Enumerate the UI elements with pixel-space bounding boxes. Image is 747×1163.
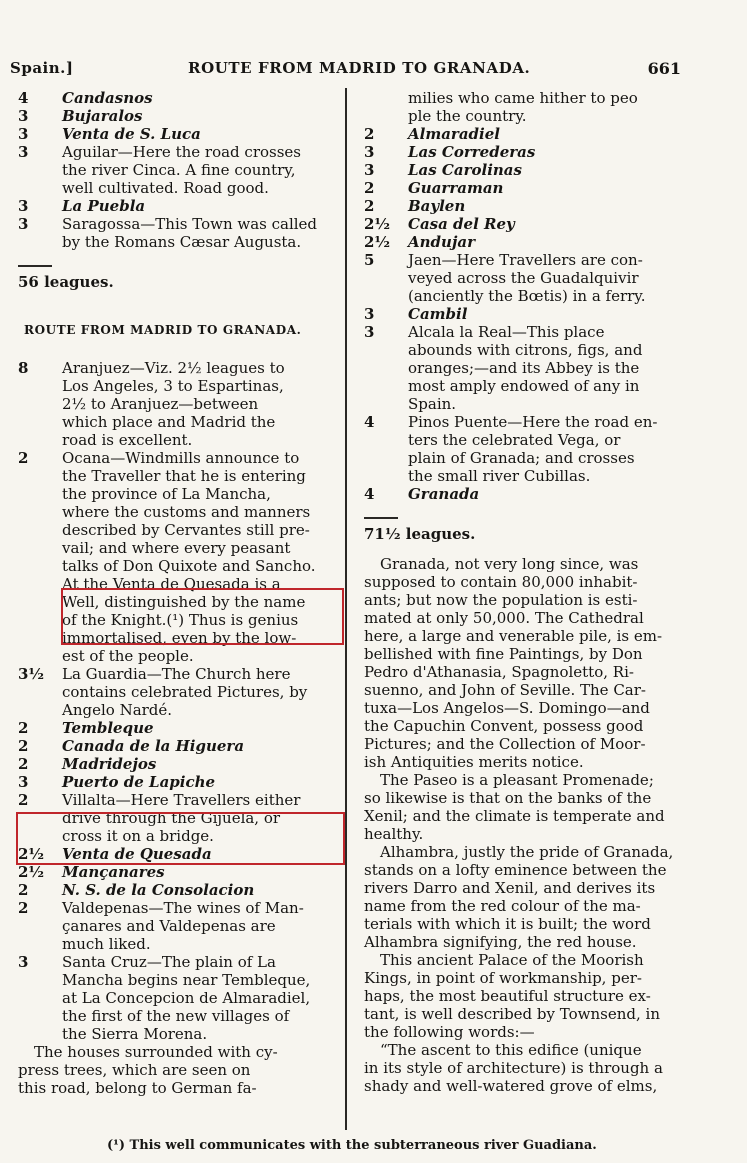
text-line: Santa Cruz—The plain of La [62, 953, 276, 971]
text-line: “The ascent to this edifice (unique [380, 1041, 642, 1059]
text-line: Mancha begins near Tembleque, [62, 971, 311, 989]
text-line: cross it on a bridge. [62, 827, 214, 845]
entry-text [62, 89, 338, 107]
text-line: Granada [408, 485, 480, 503]
entry-distance: 8 [18, 359, 29, 377]
text-line: abounds with citrons, figs, and [408, 341, 643, 359]
entry-distance: 3 [18, 125, 29, 143]
text-line: Aranjuez—Viz. 2½ leagues to [62, 359, 285, 377]
footnote: (¹) This well communicates with the subterraneous river Guadiana. [107, 1138, 597, 1153]
route-entry [364, 251, 686, 305]
text-line: of the Knight.(¹) Thus is genius [62, 611, 299, 629]
text-line: which place and Madrid the [62, 413, 276, 431]
route-entry [18, 881, 338, 899]
text-line: by the Romans Cæsar Augusta. [62, 233, 302, 251]
entry-text [62, 755, 338, 773]
text-line: Canada de la Higuera [62, 737, 245, 755]
text-line: oranges;—and its Abbey is the [408, 359, 640, 377]
text-line: Valdepenas—The wines of Man- [62, 899, 304, 917]
total-rule [364, 517, 398, 519]
text-line: Pedro d'Athanasia, Spagnoletto, Ri- [364, 663, 634, 681]
entry-distance: 2 [364, 179, 375, 197]
text-line: Aguilar—Here the road crosses [62, 143, 301, 161]
entry-distance: 3 [18, 143, 29, 161]
entry-distance: 3 [364, 305, 375, 323]
text-line: Andujar [408, 233, 475, 251]
text-line: bellished with fine Paintings, by Don [364, 645, 643, 663]
text-line: Las Correderas [408, 143, 536, 161]
text-line: Los Angeles, 3 to Espartinas, [62, 377, 284, 395]
text-line: road is excellent. [62, 431, 193, 449]
entry-text [62, 107, 338, 125]
entry-text [408, 179, 686, 197]
route-end-list [18, 89, 338, 251]
text-line: (anciently the Bœtis) in a ferry. [408, 287, 646, 305]
text-line: stands on a lofty eminence between the [364, 861, 667, 879]
text-line: Las Carolinas [408, 161, 522, 179]
entry-text [62, 215, 338, 251]
total-leagues: 71½ leagues. [364, 525, 476, 543]
text-line: Cambil [408, 305, 468, 323]
entry-distance: 4 [18, 89, 29, 107]
text-line: mated at only 50,000. The Cathedral [364, 609, 644, 627]
text-line: the Sierra Morena. [62, 1025, 208, 1043]
entry-distance: 3 [364, 143, 375, 161]
route-entry [18, 215, 338, 251]
text-line: name from the red colour of the ma- [364, 897, 641, 915]
text-line: here, a large and venerable pile, is em- [364, 627, 663, 645]
route-entry [364, 179, 686, 197]
entry-distance: 5 [364, 251, 375, 269]
route-entry [18, 125, 338, 143]
entry-distance: 2½ [364, 233, 391, 251]
entry-text [408, 413, 686, 485]
text-line: Mançanares [62, 863, 165, 881]
route-entry [364, 125, 686, 143]
entry-distance: 3 [18, 197, 29, 215]
text-line: Ocana—Windmills announce to [62, 449, 300, 467]
entry-text [62, 737, 338, 755]
entry-text [62, 197, 338, 215]
text-line: shady and well-watered grove of elms, [364, 1077, 658, 1095]
entry-distance: 2½ [18, 863, 45, 881]
highlight-box-venta-de-quesada [61, 588, 344, 645]
route-entry [364, 305, 686, 323]
text-line: vail; and where every peasant [62, 539, 291, 557]
entry-distance: 2 [18, 449, 29, 467]
text-line: Casa del Rey [408, 215, 515, 233]
text-line: drive through the Gijuela, or [62, 809, 281, 827]
text-line: Puerto de Lapiche [62, 773, 216, 791]
text-line: 2½ to Aranjuez—between [62, 395, 259, 413]
entry-distance: 4 [364, 485, 375, 503]
page-number: 661 [647, 59, 681, 78]
text-line: the Capuchin Convent, possess good [364, 717, 644, 735]
route-entry [18, 737, 338, 755]
entry-text [62, 719, 338, 737]
text-line: Jaen—Here Travellers are con- [408, 251, 643, 269]
route-entry [18, 89, 338, 107]
text-line: healthy. [364, 825, 424, 843]
route-entry [364, 197, 686, 215]
text-line: ish Antiquities merits notice. [364, 753, 584, 771]
opening-paragraph [364, 89, 686, 125]
route-entry [364, 215, 686, 233]
text-line: Kings, in point of workmanship, per- [364, 969, 642, 987]
text-line: N. S. de la Consolacion [62, 881, 255, 899]
entry-text [408, 233, 686, 251]
text-line: Madridejos [62, 755, 157, 773]
entry-distance: 4 [364, 413, 375, 431]
text-line: described by Cervantes still pre- [62, 521, 310, 539]
route-entry [18, 953, 338, 1043]
total-leagues: 56 leagues. [18, 273, 114, 291]
text-line: in its style of architecture) is through a [364, 1059, 663, 1077]
entry-distance: 2 [18, 737, 29, 755]
text-line: çanares and Valdepenas are [62, 917, 276, 935]
entry-distance: 3 [364, 161, 375, 179]
route-entry [18, 107, 338, 125]
text-line: Saragossa—This Town was called [62, 215, 318, 233]
text-line: the first of the new villages of [62, 1007, 290, 1025]
entry-distance: 2½ [18, 845, 45, 863]
route-entry [364, 485, 686, 503]
entry-text [62, 143, 338, 197]
text-line: Xenil; and the climate is temperate and [364, 807, 665, 825]
text-line: Spain. [408, 395, 457, 413]
route-entry [364, 413, 686, 485]
entry-distance: 3 [18, 107, 29, 125]
entry-text [408, 485, 686, 503]
route-entry [364, 161, 686, 179]
entry-text [408, 305, 686, 323]
text-line: Alcala la Real—This place [408, 323, 605, 341]
entry-distance: 2 [18, 881, 29, 899]
text-line: rivers Darro and Xenil, and derives its [364, 879, 656, 897]
route-entry [18, 143, 338, 197]
text-line: the province of La Mancha, [62, 485, 271, 503]
route-entry [18, 755, 338, 773]
text-line: press trees, which are seen on [18, 1061, 251, 1079]
header-country: Spain.] [10, 59, 74, 77]
highlight-box-villalta [16, 812, 345, 865]
text-line: terials with which it is built; the word [364, 915, 651, 933]
entry-distance: 3½ [18, 665, 45, 683]
header-title: ROUTE FROM MADRID TO GRANADA. [188, 59, 531, 77]
text-line: Pictures; and the Collection of Moor- [364, 735, 646, 753]
text-line: La Puebla [62, 197, 146, 215]
text-line: so likewise is that on the banks of the [364, 789, 652, 807]
text-line: Granada, not very long since, was [380, 555, 639, 573]
text-line: contains celebrated Pictures, by [62, 683, 308, 701]
text-line: Villalta—Here Travellers either [62, 791, 301, 809]
entry-distance: 2 [18, 791, 29, 809]
text-line: tant, is well described by Townsend, in [364, 1005, 660, 1023]
right-column [364, 89, 686, 1095]
route-entry [18, 899, 338, 953]
route-entry [18, 665, 338, 719]
text-line: At the Venta de Quesada is a [62, 575, 281, 593]
granada-description [364, 555, 686, 1095]
entry-text [408, 323, 686, 413]
text-line: Alhambra signifying, the red house. [364, 933, 637, 951]
entry-distance: 2 [18, 719, 29, 737]
text-line: The Paseo is a pleasant Promenade; [380, 771, 654, 789]
total-rule [18, 265, 52, 267]
entry-text [408, 197, 686, 215]
text-line: milies who came hither to peo [408, 89, 638, 107]
text-line: well cultivated. Road good. [62, 179, 269, 197]
entry-distance: 2 [18, 755, 29, 773]
text-line: Alhambra, justly the pride of Granada, [380, 843, 674, 861]
route-entry [18, 863, 338, 881]
text-line: This ancient Palace of the Moorish [380, 951, 644, 969]
entry-text [408, 251, 686, 305]
text-line: ants; but now the population is esti- [364, 591, 638, 609]
entry-distance: 2 [364, 125, 375, 143]
route-entry [18, 359, 338, 449]
text-line: ters the celebrated Vega, or [408, 431, 621, 449]
text-line: Well, distinguished by the name [62, 593, 306, 611]
route-list-continued [364, 125, 686, 503]
description-paragraph [364, 951, 686, 1041]
route-entry [364, 323, 686, 413]
text-line: haps, the most beautiful structure ex- [364, 987, 651, 1005]
entry-text [62, 899, 338, 953]
text-line: est of the people. [62, 647, 194, 665]
text-line: the following words:— [364, 1023, 535, 1041]
entry-text [62, 359, 338, 449]
route-entry [18, 719, 338, 737]
text-line: much liked. [62, 935, 151, 953]
section-title: ROUTE FROM MADRID TO GRANADA. [24, 323, 302, 337]
route-entry [364, 143, 686, 161]
route-list [18, 359, 338, 1043]
text-line: Candasnos [62, 89, 153, 107]
text-line: the river Cinca. A fine country, [62, 161, 296, 179]
route-entry [18, 773, 338, 791]
text-line: Venta de S. Luca [62, 125, 201, 143]
entry-text [408, 215, 686, 233]
text-line: the small river Cubillas. [408, 467, 591, 485]
text-line: talks of Don Quixote and Sancho. [62, 557, 316, 575]
text-line: veyed across the Guadalquivir [408, 269, 639, 287]
entry-text [62, 773, 338, 791]
text-line: The houses surrounded with cy- [34, 1043, 278, 1061]
entry-distance: 2 [18, 899, 29, 917]
entry-text [62, 665, 338, 719]
entry-text [62, 881, 338, 899]
closing-paragraph [18, 1043, 338, 1097]
entry-text [408, 143, 686, 161]
entry-distance: 3 [18, 953, 29, 971]
entry-text [62, 953, 338, 1043]
text-line: supposed to contain 80,000 inhabit- [364, 573, 638, 591]
entry-text [62, 125, 338, 143]
text-line: where the customs and manners [62, 503, 311, 521]
description-paragraph [364, 1041, 686, 1095]
entry-distance: 2 [364, 197, 375, 215]
text-line: the Traveller that he is entering [62, 467, 306, 485]
text-line: Baylen [408, 197, 466, 215]
text-line: immortalised, even by the low- [62, 629, 297, 647]
entry-distance: 3 [18, 773, 29, 791]
text-line: La Guardia—The Church here [62, 665, 291, 683]
entry-distance: 2½ [364, 215, 391, 233]
text-line: Guarraman [408, 179, 504, 197]
text-line: suenno, and John of Seville. The Car- [364, 681, 646, 699]
entry-distance: 3 [18, 215, 29, 233]
text-line: Bujaralos [62, 107, 143, 125]
description-paragraph [364, 771, 686, 843]
text-line: Pinos Puente—Here the road en- [408, 413, 658, 431]
text-line: Venta de Quesada [62, 845, 212, 863]
description-paragraph [364, 843, 686, 951]
page-header [10, 59, 681, 81]
text-line: at La Concepcion de Almaradiel, [62, 989, 311, 1007]
text-line: this road, belong to German fa- [18, 1079, 257, 1097]
text-line: Almaradiel [408, 125, 500, 143]
route-entry [364, 233, 686, 251]
column-divider [345, 88, 347, 1130]
text-line: plain of Granada; and crosses [408, 449, 635, 467]
description-paragraph [364, 555, 686, 771]
text-line: ple the country. [408, 107, 527, 125]
text-line: most amply endowed of any in [408, 377, 640, 395]
entry-text [408, 125, 686, 143]
text-line: tuxa—Los Angelos—S. Domingo—and [364, 699, 650, 717]
route-entry [18, 197, 338, 215]
text-line: Angelo Nardé. [62, 701, 173, 719]
entry-distance: 3 [364, 323, 375, 341]
entry-text [62, 863, 338, 881]
text-line: Tembleque [62, 719, 154, 737]
entry-text [408, 161, 686, 179]
